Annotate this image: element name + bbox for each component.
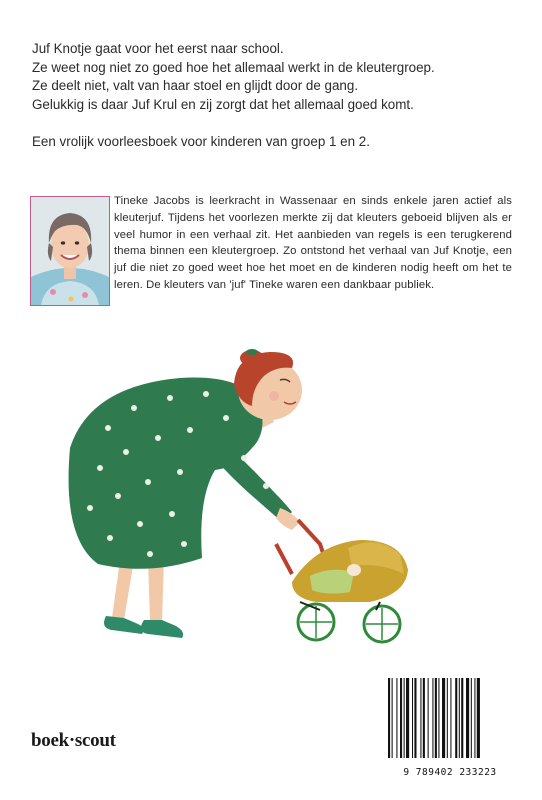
juf-knotje-illustration-icon [30,348,430,658]
barcode-bar [432,678,433,758]
barcode-bar [396,678,397,758]
barcode-bar [447,678,448,758]
isbn-barcode [380,672,520,782]
barcode-bar [477,678,480,758]
barcode-bar [404,678,405,758]
barcode-bar [459,678,460,758]
barcode-bar [388,678,390,758]
barcode-bar [435,678,437,758]
publisher-logo: boek·scout [31,730,116,751]
barcode-bar [392,678,393,758]
barcode-bar [412,678,413,758]
blurb-line-4: Gelukkig is daar Juf Krul en zij zorgt dat het allemaal goed komt. [32,96,414,112]
barcode-bar [438,678,439,758]
barcode-bar [428,678,429,758]
barcode-bar [442,678,445,758]
blurb-line-2: Ze weet nog niet zo goed hoe het allemaal werkt in de kleutergroep. [32,59,435,75]
barcode-icon [380,672,520,764]
author-bio: Tineke Jacobs is leerkracht in Wassenaar en sinds enkele jaren actief als kleuterjuf. Tijdens het voorlezen merkte zij dat kleuters geboeid blijven als er veel humor in een verhaal zit. Het aanbieden van regels is een terugkerend thema binnen een kleutergroep. Zo ontstond het verhaal van Juf Knotje, een juf die niet zo goed weet hoe het moet en de kinderen nodig heeft om het te leren. De kleuters van 'juf' Tineke waren een dankbaar publiek. [114,195,512,291]
isbn-digits: 9 789402 233223 [403,767,497,778]
barcode-bar [471,678,472,758]
barcode-bar [423,678,425,758]
blurb-line-3: Ze deelt niet, valt van haar stoel en glijdt door de gang. [32,78,359,94]
barcode-bar [455,678,457,758]
barcode-bar [400,678,402,758]
barcode-bar [474,678,475,758]
author-portrait-icon [31,197,109,305]
back-cover-blurb [32,40,512,114]
author-photo [30,196,110,306]
blurb-line-1: Juf Knotje gaat voor het eerst naar school. [32,41,284,56]
barcode-bar [406,678,409,758]
barcode-bar [466,678,469,758]
barcode-bar [414,678,416,758]
barcode-bar [450,678,451,758]
tagline: Een vrolijk voorleesboek voor kinderen van groep 1 en 2. [32,134,370,149]
barcode-bar [461,678,463,758]
barcode-bar [420,678,421,758]
